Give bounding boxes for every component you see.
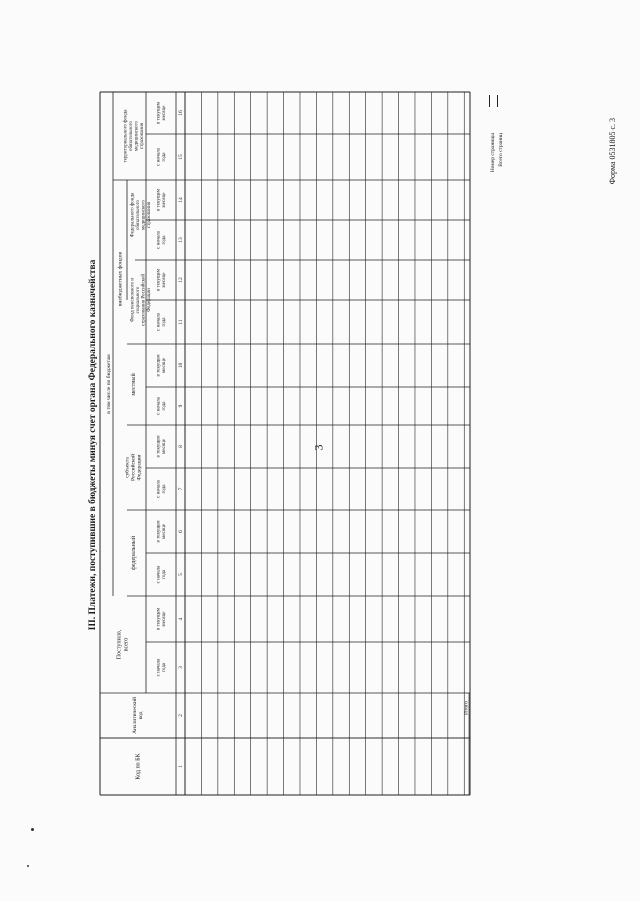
column-number: 12 — [177, 277, 184, 283]
column-number: 1 — [177, 765, 184, 768]
header-subcol: с началагода — [156, 231, 167, 249]
header-subcol: с началагода — [156, 397, 167, 415]
header-subcol: в текущеммесяце — [156, 607, 167, 631]
column-number: 4 — [177, 617, 184, 621]
page-number: 3 — [311, 444, 326, 451]
column-number: 10 — [177, 362, 184, 369]
column-number: 11 — [177, 319, 184, 325]
header-in-that-number: в том числе по бюджетам — [105, 354, 112, 414]
header-subcol: в текущеммесяце — [156, 354, 167, 377]
column-number: 6 — [177, 530, 184, 533]
column-number: 5 — [177, 573, 184, 576]
header-pension: Фонд пенсионного исоциальногострахования РоссийскойФедерации — [130, 273, 152, 327]
header-subcol: в текущеммесяце — [156, 435, 167, 458]
header-kod-bk: Код по БК — [135, 753, 142, 780]
header-local: местный — [130, 373, 137, 396]
column-number: 7 — [177, 487, 184, 491]
header-received-total: Поступило,всего — [117, 629, 130, 660]
header-subcol: с началагода — [156, 313, 167, 331]
footer-page-number-label: Номер страницы — [490, 133, 496, 173]
header-subcol: в текущеммесяце — [156, 520, 167, 543]
header-ffoms: Федерального фондаобязательногомедицинскогострахования — [130, 192, 152, 238]
column-number: 9 — [177, 404, 184, 408]
scan-mark — [27, 865, 29, 867]
header-subject: субъектаРоссийскойФедерации — [124, 453, 143, 482]
column-number: 8 — [177, 445, 184, 448]
header-analytic-code: Аналитическийкод — [132, 697, 145, 734]
column-number: 13 — [177, 237, 184, 243]
header-tfoms: территориального фондаобязательногомедицинскогострахования — [123, 109, 145, 163]
form-label: Форма 0531805 с. 3 — [608, 118, 617, 185]
header-subcol: с началагода — [156, 658, 167, 677]
header-subcol: в текущеммесяце — [156, 268, 167, 292]
column-number: 2 — [177, 714, 184, 717]
header-subcol: в текущеммесяце — [156, 188, 167, 212]
section-title: III. Платежи, поступившие в бюджеты минуя счет органа Федерального казначейства — [88, 259, 98, 631]
total-label: Итого — [463, 701, 470, 715]
header-subcol: с началагода — [156, 480, 167, 498]
header-subcol: с началагода — [156, 565, 167, 584]
header-subcol: в текущеммесяце — [156, 101, 167, 125]
header-subcol: с началагода — [156, 148, 167, 166]
header-extrabudget: внебюджетных фондов — [117, 251, 124, 307]
column-number: 15 — [177, 154, 184, 160]
table-header-text — [105, 101, 470, 780]
footer-pages-total-label: Всего страниц — [498, 133, 504, 167]
column-number: 16 — [177, 110, 184, 116]
column-number: 3 — [177, 666, 184, 669]
header-federal: федеральный — [130, 535, 137, 571]
scan-mark — [31, 828, 34, 831]
column-number: 14 — [177, 197, 184, 203]
